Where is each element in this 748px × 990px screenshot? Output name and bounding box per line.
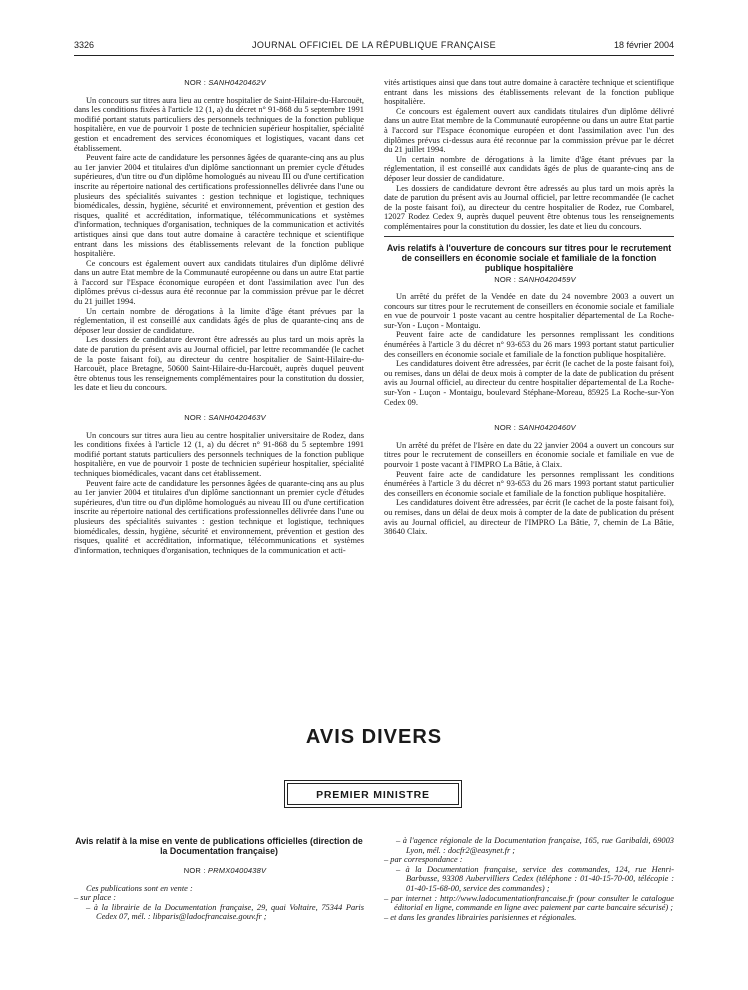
list-item: – par internet : http://www.ladocumentationfrancaise.fr (pour consulter le catalogue éditorial en ligne, commande en ligne avec paiement par carte bancaire sécurisé) ; — [384, 893, 674, 913]
list-item: – à la librairie de la Documentation française, 29, quai Voltaire, 75344 Paris Cedex 07, mél. : libparis@ladocfrancaise.gouv.fr ; — [86, 902, 364, 922]
paragraph: Un concours sur titres aura lieu au centre hospitalier de Saint-Hilaire-du-Harcouët, dans les conditions fixées à l'article 12 (1, a) du décret n° 91-868 du 5 septembre 1991 modifié portant statuts particuliers des personnels techniques de la fonction publique hospitalière, en vue de pourvoir 1 poste de technicien supérieur hospitalier, spécialité gestion et encadrement des services économiques et logistiques, vacant dans cet établissement. — [74, 95, 364, 153]
paragraph: vités artistiques ainsi que dans tout autre domaine à caractère technique et scientifique entrant dans les missions des établissements relevant de la fonction publique hospitalière. — [384, 78, 674, 107]
paragraph: Les dossiers de candidature devront être adressés au plus tard un mois après la date de parution du présent avis au Journal officiel, par lettre recommandée (le cachet de la poste faisant foi), au directeur du centre hospitalier de Saint-Hilaire-du-Harcouët, place Bretagne, 50600 Saint-Hilaire-du-Harcouët, auprès duquel peuvent être obtenus tous les renseignements complémentaires pour la constitution du dossier, les date et lieu du concours. — [74, 335, 364, 393]
section-heading: AVIS DIVERS — [305, 726, 443, 748]
list-item: – sur place : — [74, 893, 117, 903]
paragraph: Ce concours est également ouvert aux candidats titulaires d'un diplôme délivré dans un autre Etat membre de la Communauté européenne ou dans un autre Etat partie à l'accord sur l'Espace économique européen et dont l'assimilation avec l'un des diplômes prévus ci-dessus aura été reconnue par la commission prévue par le décret du 21 juillet 1994. — [74, 258, 364, 307]
paragraph: Un certain nombre de dérogations à la limite d'âge étant prévues par la réglementation, il est conseillé aux candidats âgés de plus de quarante-cinq ans de déposer leur dossier de candidature. — [384, 154, 674, 183]
intro-line: Ces publications sont en vente : — [86, 883, 193, 893]
running-header — [74, 40, 674, 54]
avis-title: Avis relatif à la mise en vente de publications officielles (direction de la Documentation française) — [75, 836, 363, 856]
left-column — [74, 78, 364, 555]
paragraph: Les candidatures doivent être adressées, par écrit (le cachet de la poste faisant foi), ou remises, dans un délai de deux mois à compter de la date de publication du présent avis au Journal officiel, au directeur du centre hospitalier départemental de La Roche-sur-Yon - Luçon - Montaigu, boulevard Stéphane-Moreau, 85925 La Roche-sur-Yon Cedex 09. — [384, 359, 674, 407]
page-number: 3326 — [74, 40, 95, 50]
list-item: – et dans les grandes librairies parisiennes et régionales. — [384, 912, 577, 922]
right-column — [384, 78, 674, 537]
list-item: – par correspondance : — [384, 855, 463, 865]
nor-line: NOR : SANH0420462V — [184, 78, 266, 87]
ministry-label: PREMIER MINISTRE — [287, 783, 459, 805]
issue-date: 18 février 2004 — [613, 40, 674, 50]
paragraph: Peuvent faire acte de candidature les personnes remplissant les conditions énumérées à l'article 3 du décret n° 93-653 du 26 mars 1993 portant statut particulier des conseillers en économie sociale et familiale de la fonction publique hospitalière. — [384, 330, 674, 359]
paragraph: Peuvent faire acte de candidature les personnes âgées de quarante-cinq ans au plus au 1er janvier 2004 et titulaires d'un diplôme sanctionnant un premier cycle d'études supérieures, d'un titre ou d'un diplôme homologués au niveau III ou d'une certification inscrite au répertoire national des certifications professionnelles délivrée dans l'une ou plusieurs des spécialités suivantes : gestion technique et logistique, techniques biomédicales, dessin, hygiène, sécurité et environnement, prévention et gestion des risques, qualité et accréditation, informatique, télécommunications et systèmes d'information, techniques d'organisation, techniques de la communication et activités artistiques ainsi que dans tout autre domaine à caractère technique et scientifique entrant dans les missions des établissements relevant de la fonction publique hospitalière. — [74, 153, 364, 259]
ministry-box — [284, 780, 462, 808]
paragraph: Peuvent faire acte de candidature les personnes âgées de quarante-cinq ans au plus au 1er janvier 2004 et titulaires d'un diplôme sanctionnant un premier cycle d'études supérieures, d'un titre ou d'un diplôme homologués au niveau III ou d'une certification inscrite au répertoire national des certifications professionnelles délivrée dans l'une ou plusieurs des spécialités suivantes : gestion technique et logistique, techniques biomédicales, dessin, hygiène, sécurité et environnement, prévention et gestion des risques, qualité et accréditation, informatique, télécommunications et systèmes d'information, techniques d'organisation, techniques de la communication et acti- — [74, 478, 364, 555]
paragraph: Les dossiers de candidature devront être adressés au plus tard un mois après la date de parution du présent avis au Journal officiel, par lettre recommandée (le cachet de la poste faisant foi), au directeur du centre hospitalier de Rodez, rue Combarel, 12027 Rodez Cedex 9, auprès duquel peuvent être obtenus tous les renseignements complémentaires pour la constitution du dossier, les date et lieu du concours. — [384, 183, 674, 231]
nor-line: NOR : SANH0420463V — [184, 413, 266, 422]
paragraph: Les candidatures doivent être adressées, par écrit (le cachet de la poste faisant foi), ou remises, dans un délai de deux mois à compter de la date de publication du présent avis au Journal officiel, au directeur de l'IMPRO La Bâtie, 7, chemin de La Bâtie, 38640 Claix. — [384, 498, 674, 537]
bottom-right-column — [384, 836, 674, 922]
paragraph: Peuvent faire acte de candidature les personnes remplissant les conditions énumérées à l'article 3 du décret n° 93-653 du 26 mars 1993 portant statut particulier des conseillers en économie sociale et familiale de la fonction publique hospitalière. — [384, 469, 674, 498]
header-rule — [74, 55, 674, 56]
paragraph: Un arrêté du préfet de l'Isère en date du 22 janvier 2004 a ouvert un concours sur titres pour le recrutement de conseillers en économie sociale et familiale en vue de pourvoir 1 poste vacant à l'IMPRO La Bâtie, à Claix. — [384, 440, 674, 469]
paragraph: Ce concours est également ouvert aux candidats titulaires d'un diplôme délivré dans un autre Etat membre de la Communauté européenne ou dans un autre Etat partie à l'accord sur l'Espace économique européen et dont l'assimilation avec l'un des diplômes prévus ci-dessus aura été reconnue par la commission prévue par le décret du 21 juillet 1994. — [384, 106, 674, 155]
list-item: – à l'agence régionale de la Documentation française, 165, rue Garibaldi, 69003 Lyon, mél. : docfr2@easynet.fr ; — [396, 836, 674, 855]
paragraph: Un certain nombre de dérogations à la limite d'âge étant prévues par la réglementation, il est conseillé aux candidats âgés de plus de quarante-cinq ans de déposer leur dossier de candidature. — [74, 306, 364, 335]
nor-line: NOR : PRMX0400438V — [183, 866, 267, 875]
bottom-left-column — [74, 836, 364, 922]
nor-line: NOR : SANH0420460V — [494, 423, 576, 433]
journal-title: JOURNAL OFFICIEL DE LA RÉPUBLIQUE FRANÇAISE — [251, 40, 497, 50]
nor-line: NOR : SANH0420459V — [494, 274, 576, 284]
avis-title: Avis relatifs à l'ouverture de concours sur titres pour le recrutement de conseillers en économie sociale et familiale de la fonction publique hospitalière — [386, 242, 672, 273]
paragraph: Un arrêté du préfet de la Vendée en date du 24 novembre 2003 a ouvert un concours sur titres pour le recrutement de conseillers en économie sociale et familiale en vue de pourvoir 1 poste vacant au centre hospitalier départemental de La Roche-sur-Yon - Luçon - Montaigu. — [384, 292, 674, 330]
paragraph: Un concours sur titres aura lieu au centre hospitalier universitaire de Rodez, dans les conditions fixées à l'article 12 (1, a) du décret n° 91-868 du 5 septembre 1991 modifié portant statuts particuliers des personnels techniques de la fonction publique hospitalière, en vue de pourvoir 1 poste de technicien supérieur hospitalier, spécialité techniques biomédicales, vacant dans cet établissement. — [74, 430, 364, 478]
section-divider — [384, 236, 674, 237]
list-item: – à la Documentation française, service des commandes, 124, rue Henri-Barbusse, 93308 Aubervilliers Cedex (téléphone : 01-40-15-70-00, télécopie : 01-40-15-68-00, service des commandes) ; — [396, 864, 674, 893]
